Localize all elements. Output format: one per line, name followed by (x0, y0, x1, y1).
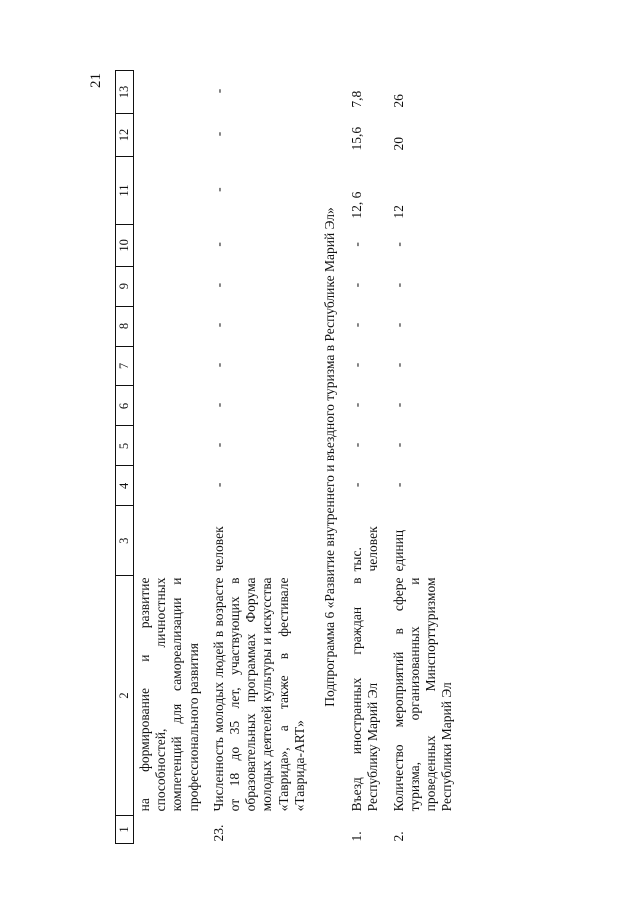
column-header-13: 13 (116, 71, 134, 114)
table-row (134, 71, 208, 844)
value-cell (134, 266, 208, 306)
value-cell: 15,6 (349, 126, 365, 151)
value-cell: - (349, 402, 365, 408)
indicator-name: Численность молодых людей в возрасте от 18 до 35 лет, участвующих в образовательных программах Форума молодых деятелей культуры и искусства «Таврида», а также в фестивале «Таврида-ART» (210, 577, 307, 812)
subprogram-heading-row (314, 71, 346, 844)
column-header-8: 8 (116, 306, 134, 346)
column-header-3: 3 (116, 506, 134, 576)
value-cell (134, 346, 208, 386)
value-cell: 26 (390, 94, 406, 108)
column-header-11: 11 (116, 157, 134, 225)
value-cell: - (390, 482, 406, 488)
value-cell: - (210, 362, 226, 368)
value-cell: - (349, 482, 365, 488)
indicators-table (115, 70, 461, 844)
row-number: 2. (390, 831, 406, 842)
value-cell: - (210, 131, 226, 137)
value-cell (134, 225, 208, 266)
row-number: 1. (349, 831, 365, 842)
rotated-table-container (115, 70, 515, 844)
value-cell: - (390, 362, 406, 368)
value-cell: - (349, 442, 365, 448)
row-number (134, 815, 208, 843)
value-cell: - (349, 242, 365, 247)
value-cell: - (210, 322, 226, 328)
indicator-name: Въезд иностранных граждан в Республику Марий Эл (349, 577, 381, 812)
value-cell (134, 71, 208, 114)
indicator-name: Количество мероприятий в сфере туризма, организованных и проведенных Минспорттуризмом Республики Марий Эл (390, 577, 455, 812)
value-cell: - (210, 88, 226, 94)
table-row (208, 71, 314, 844)
unit-of-measure: человек (210, 526, 226, 572)
value-cell: 20 (390, 137, 406, 151)
unit-of-measure (134, 506, 208, 576)
value-cell: - (390, 402, 406, 408)
value-cell: - (349, 322, 365, 328)
value-cell: - (210, 187, 226, 192)
table-row (346, 71, 387, 844)
value-cell: - (390, 322, 406, 328)
unit-of-measure: тыс. человек (349, 526, 381, 572)
value-cell: - (210, 482, 226, 488)
value-cell: - (390, 442, 406, 448)
column-header-7: 7 (116, 346, 134, 386)
unit-of-measure: единиц (390, 529, 406, 572)
indicator-name: на формирование и развитие способностей, личностных компетенций для самореализации и профессионального развития (137, 577, 201, 812)
value-cell (134, 306, 208, 346)
column-header-10: 10 (116, 225, 134, 266)
table-header (116, 71, 134, 844)
page-number: 21 (88, 73, 104, 88)
column-header-1: 1 (116, 815, 134, 843)
value-cell (134, 114, 208, 157)
value-cell (134, 466, 208, 506)
value-cell: 12 (390, 205, 406, 219)
column-header-4: 4 (116, 466, 134, 506)
value-cell (134, 426, 208, 466)
value-cell: - (390, 282, 406, 288)
value-cell: - (349, 362, 365, 368)
value-cell: - (210, 442, 226, 448)
value-cell (134, 386, 208, 426)
column-header-2: 2 (116, 575, 134, 815)
table-body (134, 71, 462, 844)
column-header-5: 5 (116, 426, 134, 466)
value-cell: - (210, 282, 226, 288)
table-row (388, 71, 462, 844)
value-cell: - (349, 282, 365, 288)
value-cell (134, 157, 208, 225)
value-cell: - (210, 402, 226, 408)
value-cell: 7,8 (349, 90, 365, 108)
column-header-12: 12 (116, 114, 134, 157)
column-header-9: 9 (116, 266, 134, 306)
value-cell: - (210, 242, 226, 247)
row-number: 23. (210, 824, 226, 842)
subprogram-title: Подпрограмма 6 «Развитие внутреннего и въездного туризма в Республике Марий Эл» (322, 207, 338, 707)
value-cell: - (390, 242, 406, 247)
column-header-6: 6 (116, 386, 134, 426)
value-cell: 12, 6 (349, 191, 365, 219)
